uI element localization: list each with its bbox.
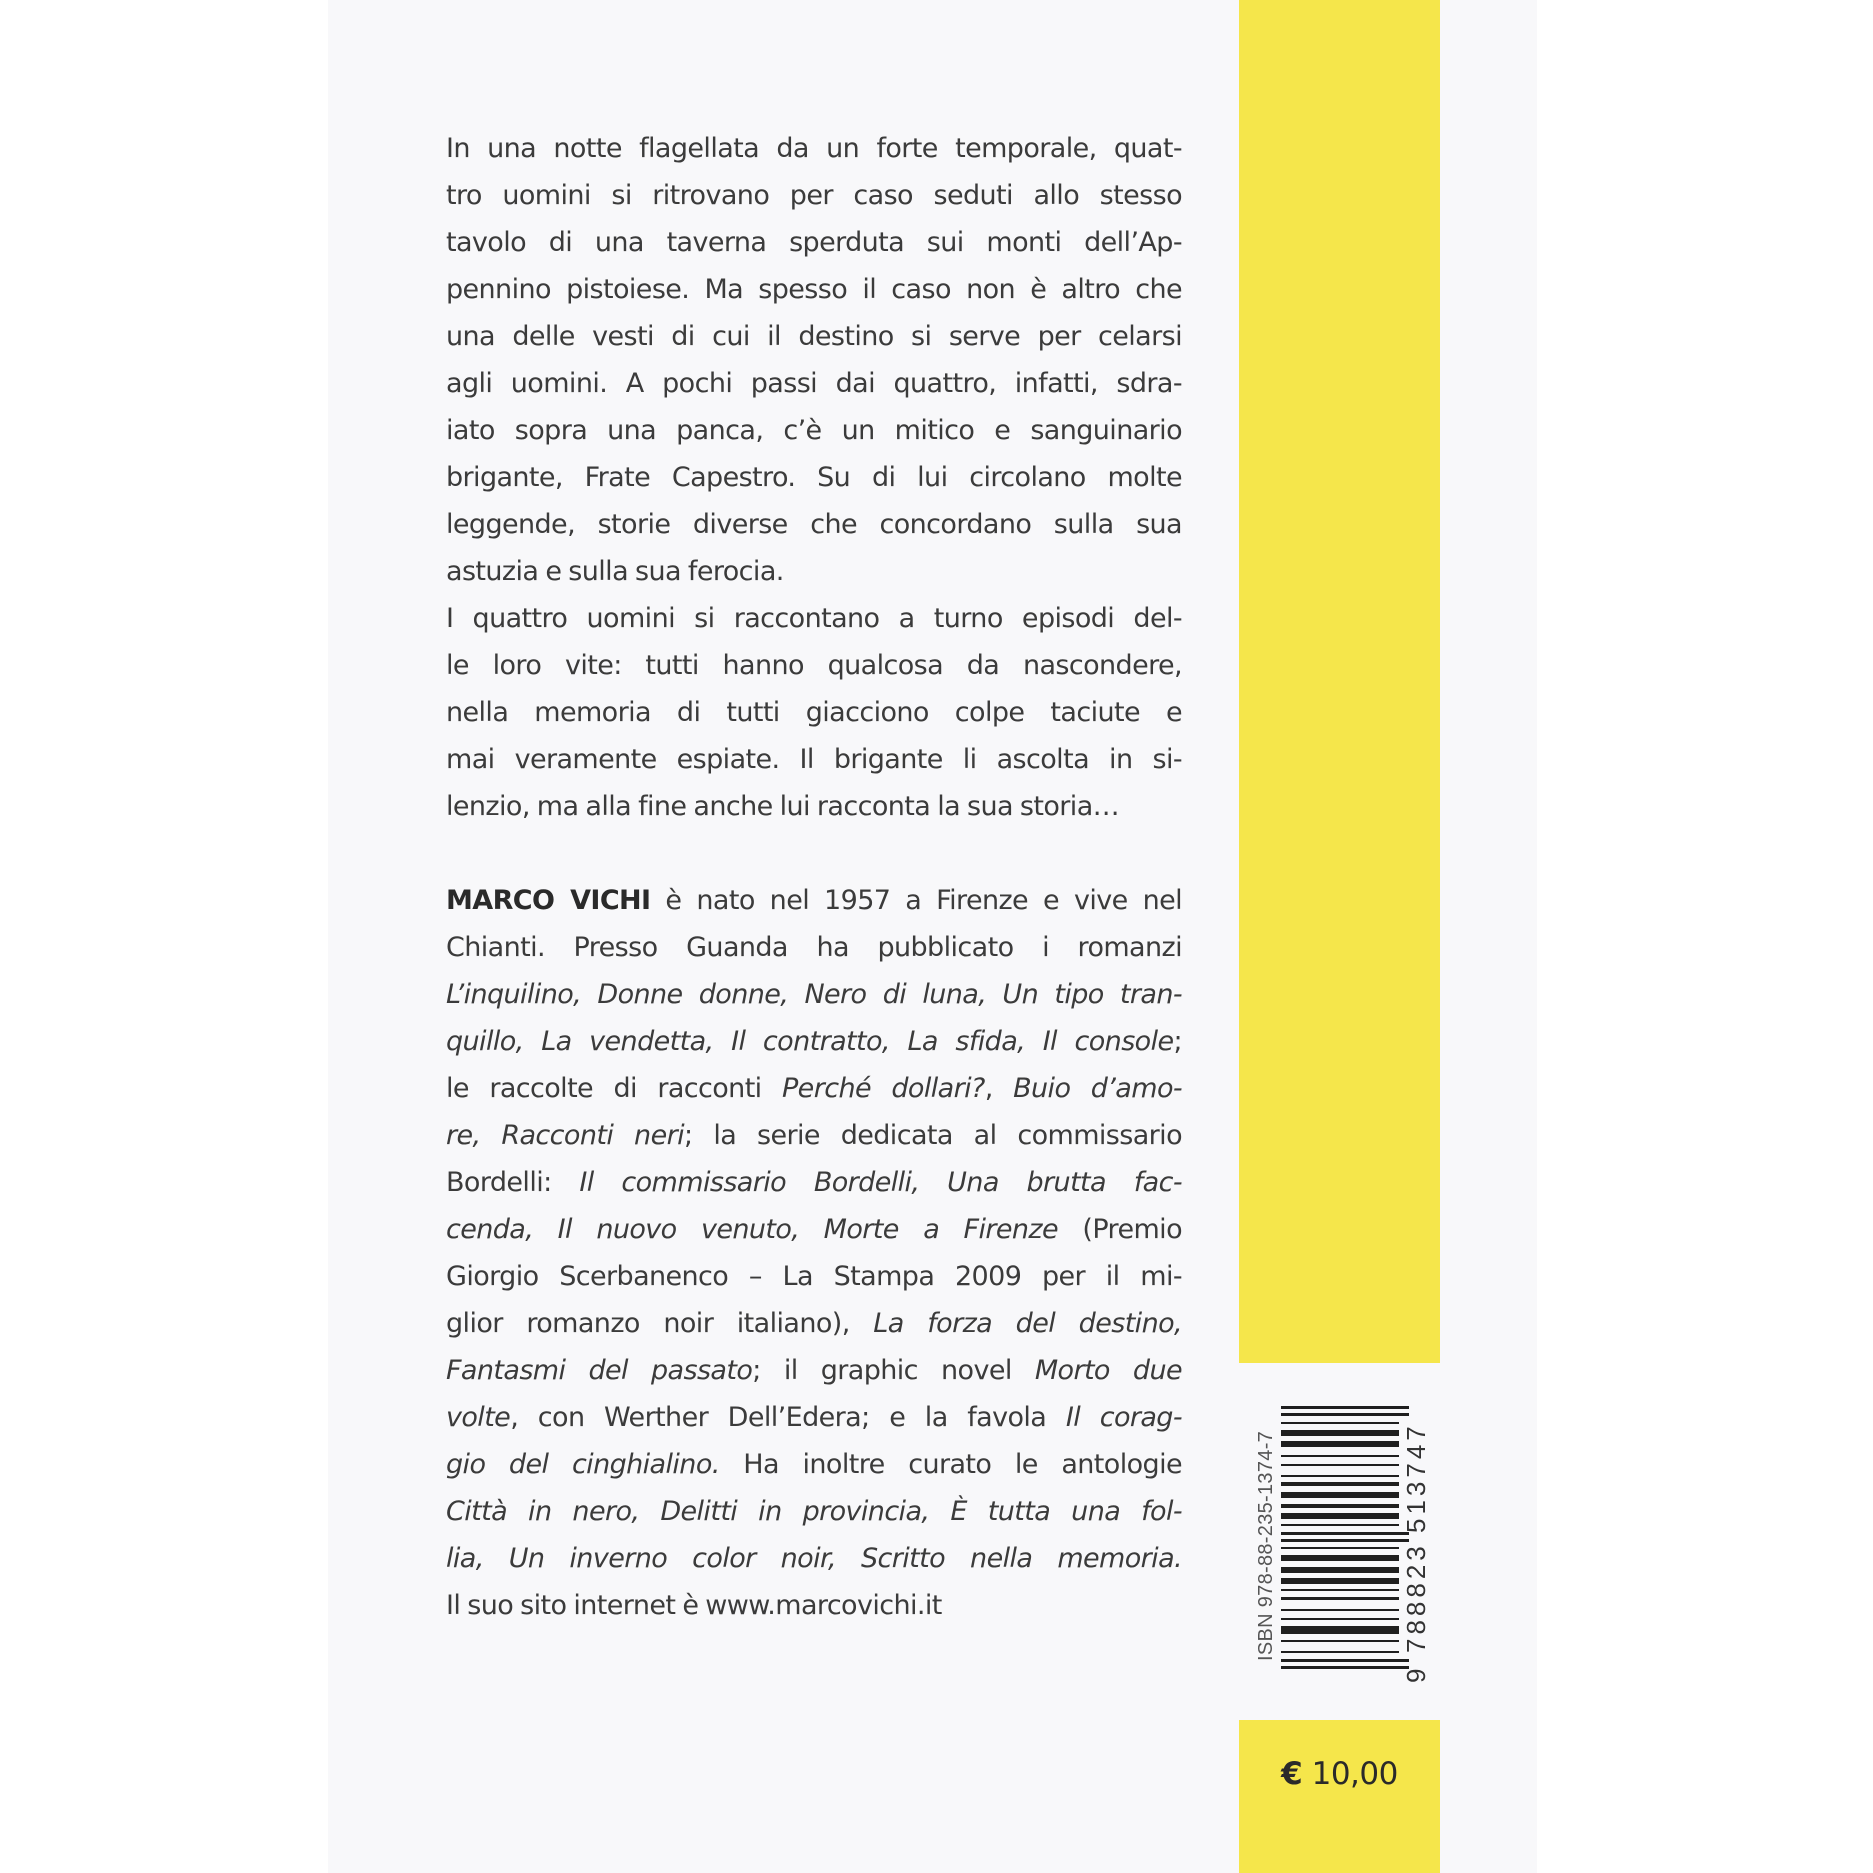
price-box — [1239, 1720, 1440, 1873]
barcode-bar — [1281, 1567, 1399, 1573]
text-span: leggende, storie diverse che concordano sulla sua — [446, 509, 1182, 540]
book-title-text: re, Racconti neri — [446, 1120, 684, 1151]
barcode-bar — [1281, 1666, 1409, 1669]
text-span: le raccolte di racconti — [446, 1073, 782, 1104]
barcode-bar — [1281, 1555, 1399, 1561]
book-title-text: cenda, Il nuovo venuto, Morte a Firenze — [446, 1214, 1058, 1245]
text-line — [446, 1018, 1182, 1065]
text-span: Il suo sito internet è www.marcovichi.it — [446, 1590, 942, 1621]
barcode-digits-right: 513747 — [1401, 1422, 1431, 1533]
barcode-bar — [1281, 1589, 1399, 1591]
text-span: Ha inoltre curato le antologie — [719, 1449, 1182, 1480]
text-line — [446, 266, 1182, 313]
barcode-bar — [1281, 1513, 1399, 1519]
book-title-text: Città in nero, Delitti in provincia, È tutta una fol- — [446, 1496, 1182, 1527]
barcode-bar — [1281, 1413, 1409, 1416]
text-line — [446, 454, 1182, 501]
price-amount: 10,00 — [1311, 1756, 1398, 1792]
text-span: pennino pistoiese. Ma spesso il caso non è altro che — [446, 274, 1182, 305]
barcode-bar — [1281, 1455, 1399, 1457]
barcode-bar — [1281, 1578, 1399, 1584]
text-span: astuzia e sulla sua ferocia. — [446, 556, 784, 587]
book-title-text: Buio d’amo- — [1013, 1073, 1183, 1104]
text-line — [446, 501, 1182, 548]
barcode-bar — [1281, 1406, 1409, 1409]
text-line — [446, 407, 1182, 454]
text-line — [446, 595, 1182, 642]
text-line — [446, 1535, 1182, 1582]
text-span: Giorgio Scerbanenco – La Stampa 2009 per il mi- — [446, 1261, 1182, 1292]
text-span: In una notte flagellata da un forte temporale, quat- — [446, 133, 1182, 164]
text-line — [446, 1253, 1182, 1300]
text-line — [446, 125, 1182, 172]
barcode-bar — [1281, 1464, 1399, 1466]
isbn-label: ISBN 978-88-235-1374-7 — [1255, 1430, 1277, 1661]
barcode-bar — [1281, 1659, 1409, 1662]
text-span: è nato nel 1957 a Firenze e vive nel — [650, 885, 1182, 916]
book-title-text: volte — [446, 1402, 511, 1433]
barcode-bar — [1281, 1532, 1409, 1535]
text-span: ; la serie dedicata al commissario — [684, 1120, 1182, 1151]
text-span: brigante, Frate Capestro. Su di lui circolano molte — [446, 462, 1182, 493]
text-line — [446, 783, 1182, 830]
text-span: , con Werther Dell’Edera; e la favola — [510, 1402, 1066, 1433]
text-line — [446, 219, 1182, 266]
text-line — [446, 360, 1182, 407]
text-span: tro uomini si ritrovano per caso seduti allo stesso — [446, 180, 1182, 211]
barcode-digit-lead: 9 — [1401, 1668, 1431, 1683]
text-span: tavolo di una taverna sperduta sui monti dell’Ap- — [446, 227, 1182, 258]
euro-icon: € — [1281, 1756, 1303, 1792]
barcode-bar — [1281, 1547, 1399, 1549]
text-span: Chianti. Presso Guanda ha pubblicato i romanzi — [446, 932, 1182, 963]
text-line — [446, 1206, 1182, 1253]
text-line — [446, 877, 1182, 924]
barcode-bar — [1281, 1618, 1399, 1620]
text-line — [446, 1347, 1182, 1394]
barcode-bar — [1281, 1430, 1399, 1436]
text-span: mai veramente espiate. Il brigante li ascolta in si- — [446, 744, 1182, 775]
barcode-bar — [1281, 1524, 1399, 1526]
text-line — [446, 736, 1182, 783]
barcode-bar — [1281, 1609, 1399, 1611]
text-span: I quattro uomini si raccontano a turno episodi del- — [446, 603, 1182, 634]
text-line — [446, 689, 1182, 736]
barcode-bar — [1281, 1640, 1399, 1642]
text-line — [446, 172, 1182, 219]
barcode-digits-left: 788823 — [1401, 1542, 1431, 1653]
text-line — [446, 1065, 1182, 1112]
text-span: iato sopra una panca, c’è un mitico e sanguinario — [446, 415, 1182, 446]
author-name: MARCO VICHI — [446, 885, 651, 916]
paragraph-spacer — [446, 830, 1182, 877]
barcode-bar — [1281, 1492, 1399, 1498]
book-title-text: Morto due — [1034, 1355, 1182, 1386]
text-line — [446, 924, 1182, 971]
book-title-text: gio del cinghialino. — [446, 1449, 720, 1480]
text-line — [446, 642, 1182, 689]
barcode-bar — [1281, 1651, 1399, 1653]
barcode-bar — [1281, 1422, 1399, 1424]
book-title-text: Il corag- — [1065, 1402, 1182, 1433]
text-line — [446, 1300, 1182, 1347]
text-span: Bordelli: — [446, 1167, 580, 1198]
book-title-text: Fantasmi del passato — [446, 1355, 753, 1386]
text-line — [446, 1112, 1182, 1159]
text-span: nella memoria di tutti giacciono colpe taciute e — [446, 697, 1182, 728]
text-span: agli uomini. A pochi passi dai quattro, infatti, sdra- — [446, 368, 1182, 399]
text-span: lenzio, ma alla fine anche lui racconta la sua storia… — [446, 791, 1120, 822]
barcode-bar — [1281, 1539, 1409, 1542]
text-line — [446, 1394, 1182, 1441]
text-line — [446, 1441, 1182, 1488]
author-bio-paragraph — [446, 877, 1182, 1629]
text-span: (Premio — [1058, 1214, 1182, 1245]
price-label — [1239, 1756, 1440, 1792]
synopsis-paragraph — [446, 125, 1182, 830]
text-span: le loro vite: tutti hanno qualcosa da nascondere, — [446, 650, 1182, 681]
text-span: ; il graphic novel — [752, 1355, 1035, 1386]
book-title-text: Perché dollari? — [782, 1073, 985, 1104]
text-span: glior romanzo noir italiano), — [446, 1308, 874, 1339]
barcode-bar — [1281, 1475, 1399, 1477]
text-line — [446, 548, 1182, 595]
text-line — [446, 1488, 1182, 1535]
book-title-text: La forza del destino, — [873, 1308, 1182, 1339]
barcode-bar — [1281, 1504, 1399, 1508]
text-span: , — [984, 1073, 1014, 1104]
yellow-spine-band — [1239, 0, 1440, 1363]
text-line — [446, 1159, 1182, 1206]
text-line — [446, 313, 1182, 360]
barcode-digits — [1401, 1403, 1431, 1683]
book-title-text: Il commissario Bordelli, Una brutta fac- — [579, 1167, 1182, 1198]
barcode-bars — [1281, 1411, 1409, 1669]
book-title-text: L’inquilino, Donne donne, Nero di luna, Un tipo tran- — [446, 979, 1182, 1010]
barcode-bar — [1281, 1441, 1399, 1447]
text-line — [446, 1582, 1182, 1629]
barcode-bar — [1281, 1482, 1399, 1486]
back-cover-text — [446, 125, 1182, 1629]
text-span: ; — [1173, 1026, 1182, 1057]
barcode-bar — [1281, 1597, 1399, 1600]
book-title-text: lia, Un inverno color noir, Scritto nella memoria. — [446, 1543, 1182, 1574]
text-span: una delle vesti di cui il destino si serve per celarsi — [446, 321, 1182, 352]
book-title-text: quillo, La vendetta, Il contratto, La sfida, Il console — [446, 1026, 1174, 1057]
isbn-barcode — [1255, 1403, 1433, 1683]
barcode-bar — [1281, 1626, 1399, 1634]
text-line — [446, 971, 1182, 1018]
